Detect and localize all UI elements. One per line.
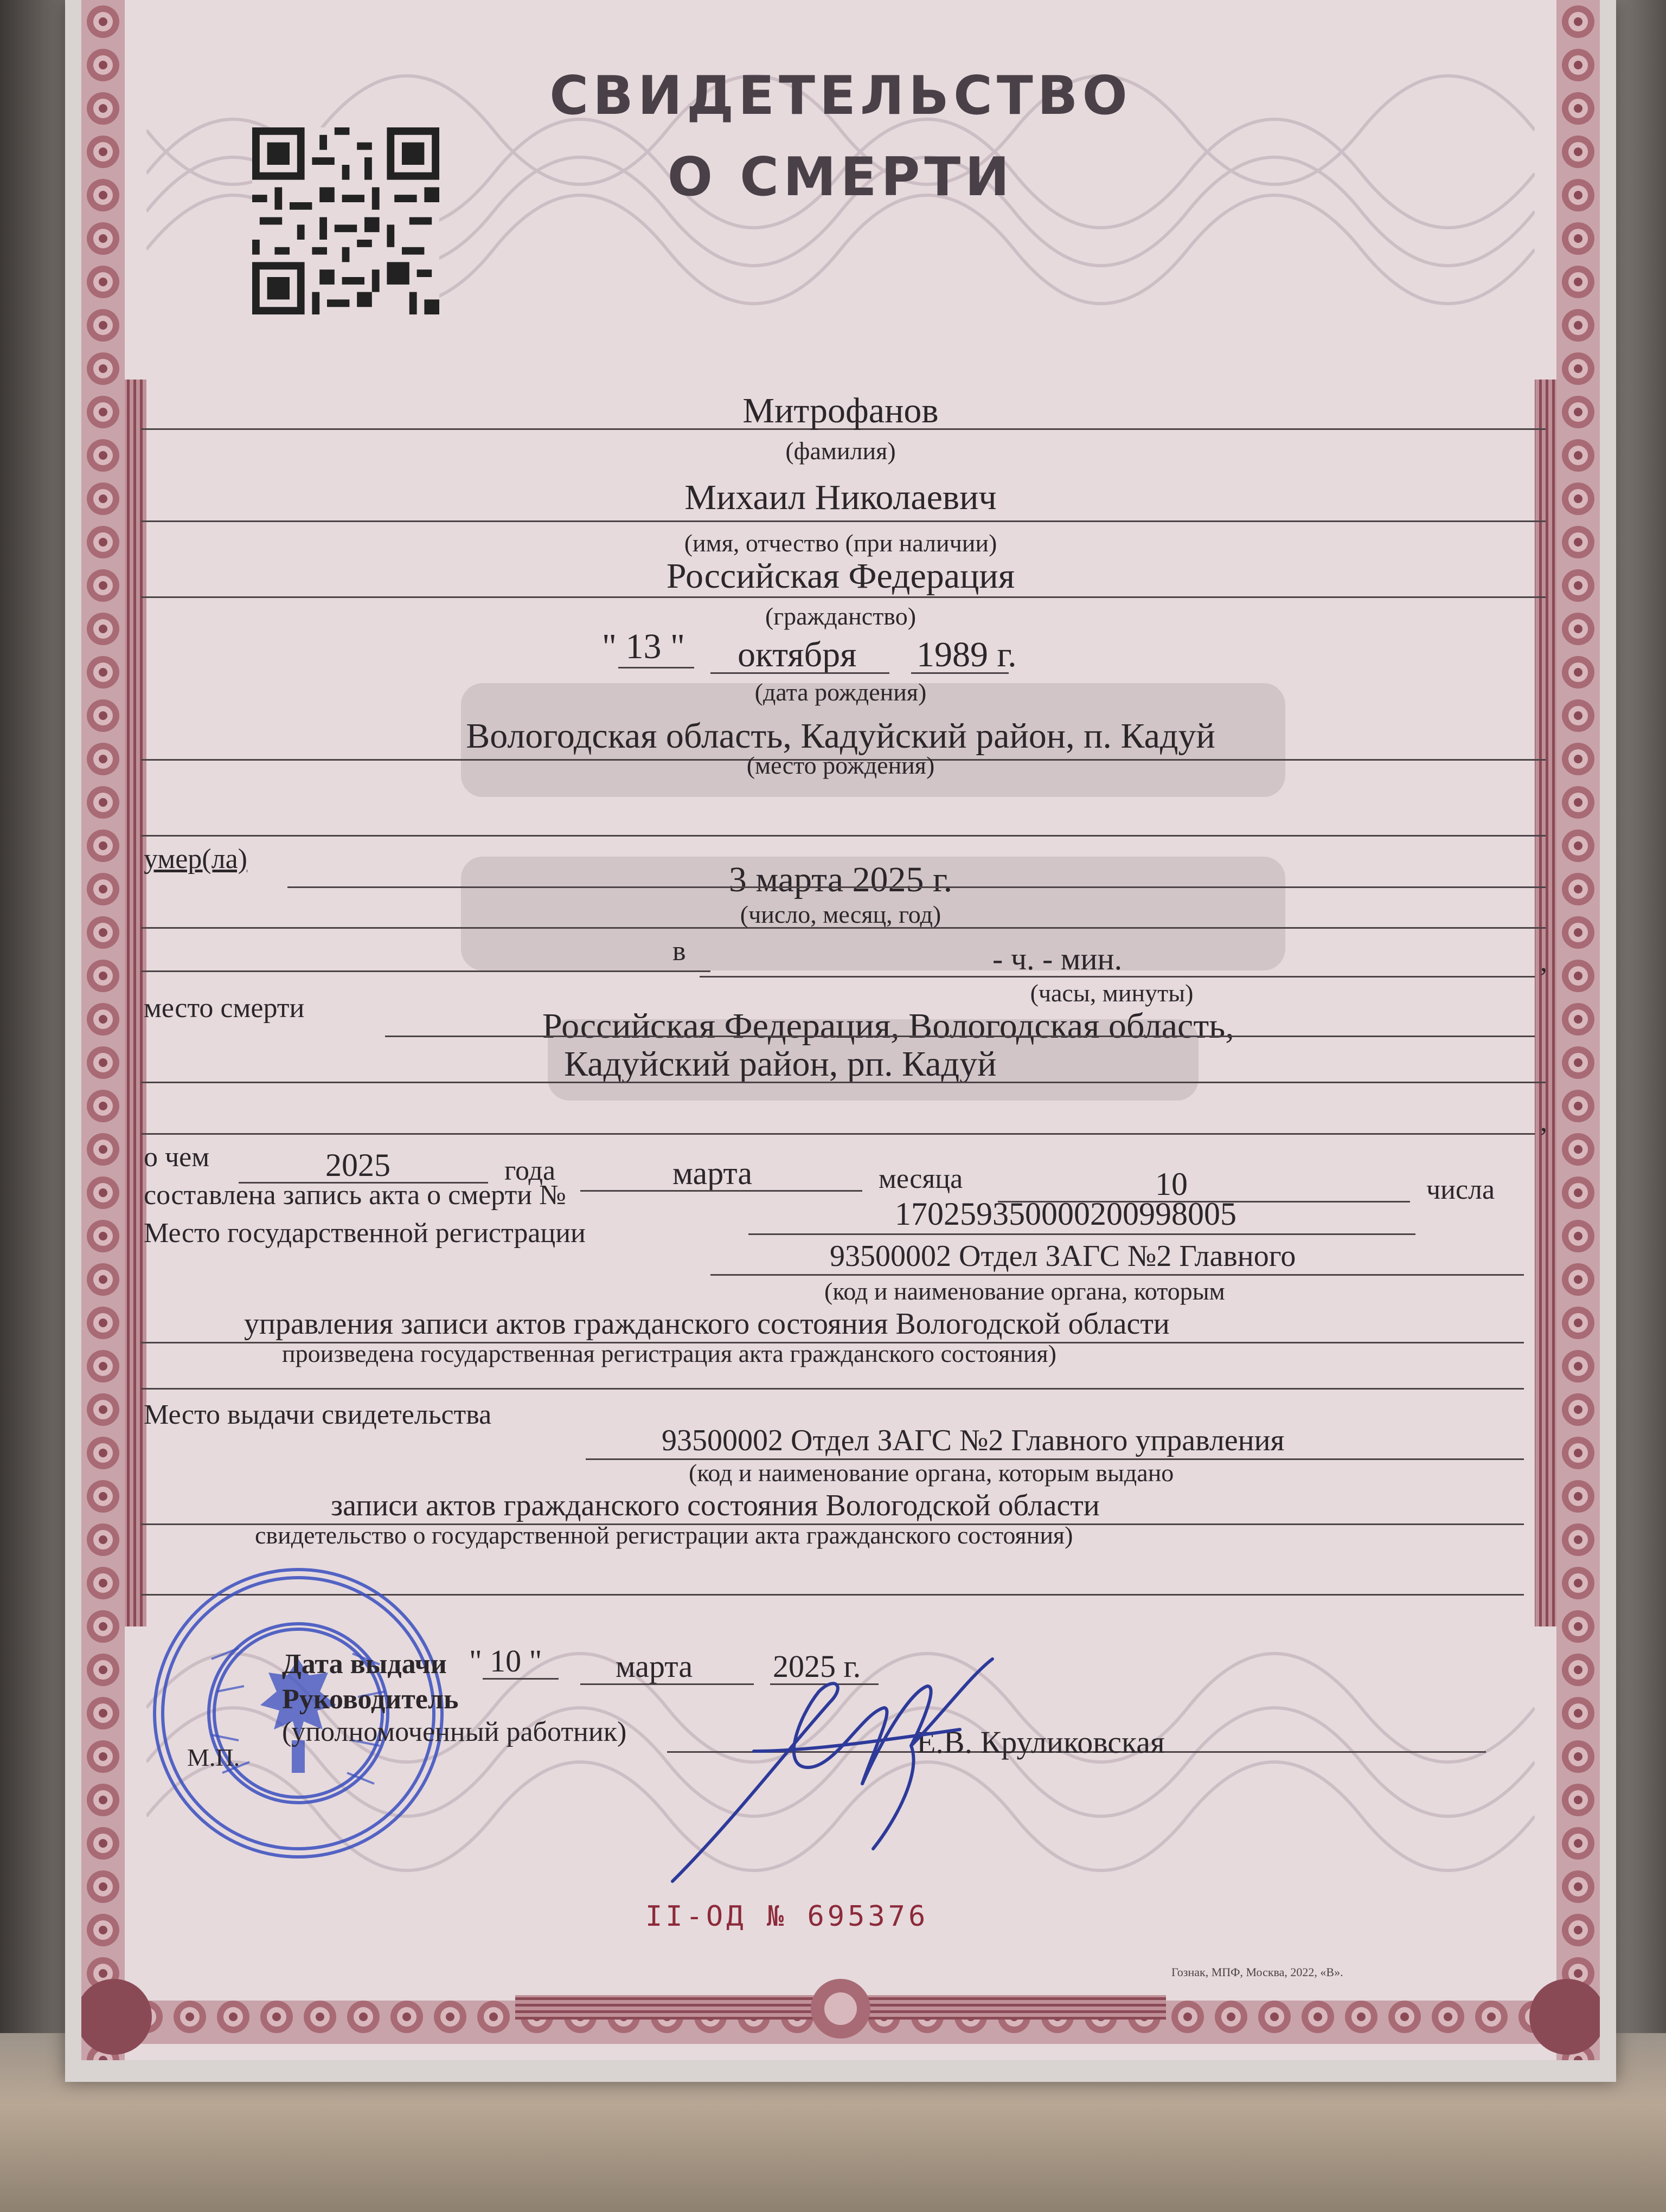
birth-day-line bbox=[618, 667, 694, 668]
act-number-value: 170259350000200998005 bbox=[895, 1196, 1236, 1232]
death-date-caption: (число, месяц, год) bbox=[740, 901, 941, 928]
birth-year-value: 1989 г. bbox=[917, 635, 1017, 674]
registration-place-label: Место государственной регистрации bbox=[144, 1218, 586, 1249]
death-place-line-3 bbox=[141, 1133, 1535, 1135]
record-month-line bbox=[580, 1190, 862, 1192]
time-in-label: в bbox=[672, 936, 686, 967]
issue-place-caption-2: свидетельство о государственной регистрации акта гражданского состояния) bbox=[255, 1521, 1073, 1549]
birth-year-line bbox=[911, 672, 1009, 674]
issue-place-caption-1: (код и наименование органа, которым выдано bbox=[689, 1459, 1174, 1487]
surname-value: Митрофанов bbox=[742, 391, 939, 430]
death-place-label: место смерти bbox=[144, 993, 305, 1024]
registration-place-caption-2: произведена государственная регистрация акта гражданского состояния) bbox=[282, 1340, 1056, 1367]
act-number-line bbox=[748, 1233, 1415, 1235]
death-date-line bbox=[287, 886, 1546, 888]
issue-place-label: Место выдачи свидетельства bbox=[144, 1399, 492, 1430]
issue-year-value: 2025 г. bbox=[773, 1649, 861, 1684]
issue-place-value-2: записи актов гражданского состояния Вологодской области bbox=[331, 1489, 1100, 1522]
seal-place-label: М.П. bbox=[187, 1744, 240, 1771]
death-date-line-2 bbox=[141, 927, 1546, 929]
registration-place-line-1 bbox=[710, 1274, 1524, 1276]
death-certificate bbox=[81, 0, 1600, 2060]
document-subtitle: О СМЕРТИ bbox=[667, 146, 1014, 208]
act-number-label: составлена запись акта о смерти № bbox=[144, 1180, 566, 1211]
issue-month-value: марта bbox=[616, 1649, 693, 1684]
birth-place-caption: (место рождения) bbox=[746, 751, 935, 779]
time-left-line bbox=[141, 970, 710, 972]
death-time-value: - ч. - мин. bbox=[992, 941, 1123, 976]
death-place-value-1: Российская Федерация, Вологодская область, bbox=[542, 1006, 1234, 1046]
qr-code-icon bbox=[252, 127, 439, 314]
record-year-label: года bbox=[504, 1155, 556, 1186]
birth-place-value: Вологодская область, Кадуйский район, п. Кадуй bbox=[466, 716, 1215, 756]
background-left bbox=[0, 0, 76, 2212]
head-name-value: Е.В. Круликовская bbox=[917, 1725, 1165, 1760]
record-year-value: 2025 bbox=[325, 1147, 390, 1183]
head-label: Руководитель bbox=[282, 1684, 459, 1715]
death-place-value-2: Кадуйский район, рп. Кадуй bbox=[564, 1044, 997, 1084]
issue-day-value: " 10 " bbox=[469, 1643, 542, 1679]
citizenship-caption: (гражданство) bbox=[765, 602, 917, 630]
name-line bbox=[141, 520, 1546, 522]
issue-day-line bbox=[483, 1678, 559, 1680]
record-day-value: 10 bbox=[1155, 1166, 1188, 1202]
citizenship-value: Российская Федерация bbox=[666, 556, 1015, 596]
name-value: Михаил Николаевич bbox=[684, 478, 997, 517]
death-date-value: 3 марта 2025 г. bbox=[728, 860, 953, 899]
record-day-label: числа bbox=[1426, 1174, 1495, 1205]
head-caption: (уполномоченный работник) bbox=[282, 1716, 627, 1747]
birth-day-value: " 13 " bbox=[602, 627, 685, 666]
blank-serial-number: II-ОД № 695376 bbox=[645, 1900, 929, 1933]
time-comma: , bbox=[1540, 947, 1547, 978]
printer-imprint: Гознак, МПФ, Москва, 2022, «В». bbox=[1171, 1965, 1343, 1979]
death-place-line-1 bbox=[385, 1036, 1535, 1037]
death-time-caption: (часы, минуты) bbox=[1030, 979, 1194, 1007]
registration-place-value-2: управления записи актов гражданского состояния Вологодской области bbox=[244, 1307, 1170, 1341]
issue-place-value-1: 93500002 Отдел ЗАГС №2 Главного управления bbox=[662, 1424, 1285, 1457]
handwritten-signature bbox=[656, 1643, 1052, 1892]
registration-place-line-3 bbox=[141, 1388, 1524, 1390]
issue-date-label: Дата выдачи bbox=[282, 1649, 447, 1680]
death-label: умер(ла) bbox=[144, 844, 247, 874]
document-title: СВИДЕТЕЛЬСТВО bbox=[549, 65, 1132, 127]
registration-place-caption-1: (код и наименование органа, которым bbox=[824, 1277, 1225, 1305]
blank-line bbox=[141, 835, 1546, 837]
record-about-label: о чем bbox=[144, 1142, 210, 1173]
birth-date-caption: (дата рождения) bbox=[754, 678, 927, 706]
birth-month-value: октября bbox=[738, 635, 857, 674]
death-place-line-2 bbox=[141, 1082, 1546, 1083]
surname-caption: (фамилия) bbox=[785, 437, 896, 465]
name-caption: (имя, отчество (при наличии) bbox=[684, 529, 997, 557]
birth-month-line bbox=[710, 672, 889, 674]
record-month-value: марта bbox=[672, 1155, 752, 1191]
time-right-line bbox=[700, 976, 1535, 978]
registration-place-value-1: 93500002 Отдел ЗАГС №2 Главного bbox=[830, 1239, 1296, 1273]
death-place-comma: , bbox=[1540, 1107, 1547, 1137]
record-month-label: месяца bbox=[879, 1163, 963, 1194]
